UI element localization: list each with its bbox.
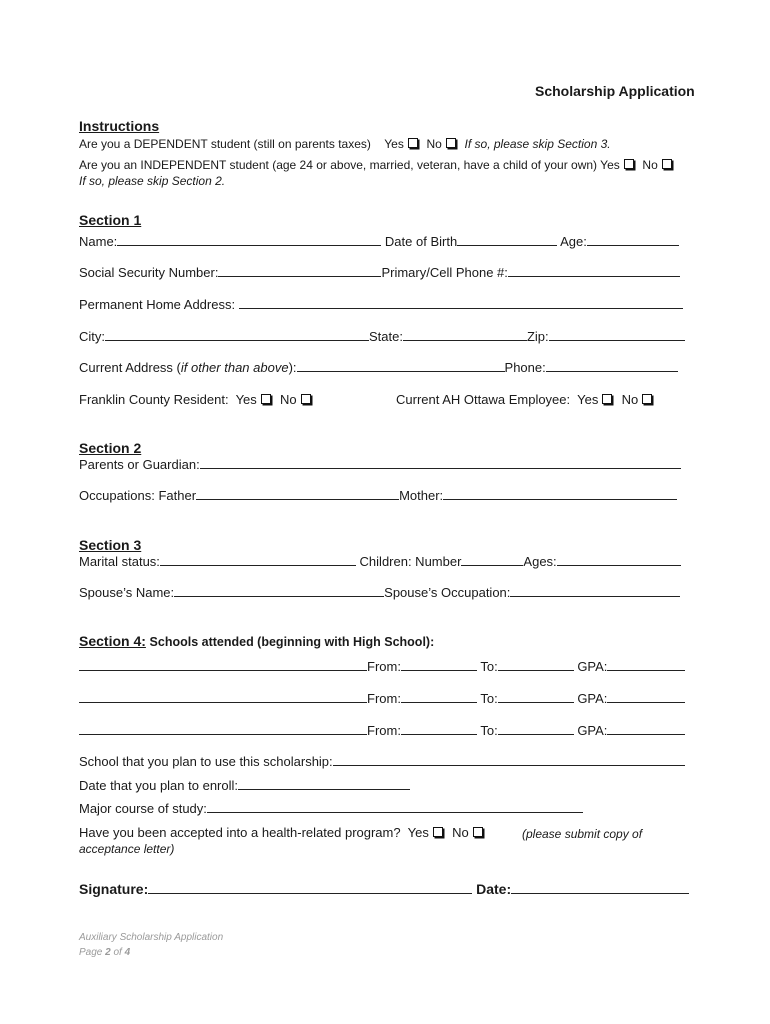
mother-occupation-field[interactable] [443,488,677,500]
employee-label: Current AH Ottawa Employee: [396,392,571,407]
children-label: Children: Number [359,554,462,569]
marital-field[interactable] [160,554,356,566]
footer-title: Auxiliary Scholarship Application [79,932,224,943]
school-gpa-field[interactable] [607,659,685,671]
plan-school-row [79,754,685,770]
footer-page-current: 2 [105,947,111,958]
current-address-label-end: ): [288,360,297,375]
name-label: Name: [79,234,118,249]
age-field[interactable] [587,234,679,246]
current-address-field[interactable] [297,360,505,372]
footer-page-mid: of [110,947,125,958]
ssn-field[interactable] [218,265,381,277]
ssn-row [79,265,680,281]
dob-field[interactable] [457,234,557,246]
dependent-no-label: No [426,137,442,151]
father-occupation-field[interactable] [196,488,399,500]
zip-field[interactable] [549,329,685,341]
signature-label: Signature: [79,881,149,897]
dependent-yes-checkbox[interactable] [408,138,418,148]
school-gpa-field[interactable] [607,723,685,735]
parents-field[interactable] [200,457,681,469]
independent-question [79,157,674,173]
city-label: City: [79,329,105,344]
parents-label: Parents or Guardian: [79,457,200,472]
school-from-field[interactable] [401,691,477,703]
accepted-no-label: No [452,825,469,840]
name-field[interactable] [117,234,381,246]
spouse-name-label: Spouse’s Name: [79,585,175,600]
plan-school-field[interactable] [333,754,685,766]
franklin-no-checkbox[interactable] [301,394,311,404]
school-from-field[interactable] [401,659,477,671]
children-number-field[interactable] [461,554,523,566]
accepted-yes-label: Yes [407,825,429,840]
school-to-field[interactable] [498,723,574,735]
phone2-label: Phone: [504,360,546,375]
signature-field[interactable] [148,881,472,894]
major-field[interactable] [207,801,583,813]
dob-label: Date of Birth [384,234,458,249]
employee-no-checkbox[interactable] [642,394,652,404]
section-4-header [79,633,434,650]
spouse-occupation-field[interactable] [510,585,680,597]
dependent-no-checkbox[interactable] [446,138,456,148]
zip-label: Zip: [526,329,549,344]
section-1-heading: Section 1 [79,212,142,228]
school-gpa-field[interactable] [607,691,685,703]
independent-no-label: No [642,158,658,172]
school-gpa-label: GPA: [577,659,608,674]
franklin-no-label: No [280,392,297,407]
section-4-subheading: Schools attended (beginning with High School): [149,635,435,649]
footer-page-total: 4 [124,947,131,958]
employee-row [396,392,654,408]
current-address-row [79,360,678,376]
employee-yes-label: Yes [577,392,599,407]
current-address-note: if other than above [180,360,289,375]
marital-label: Marital status: [79,554,160,569]
phone-label: Primary/Cell Phone #: [381,265,508,280]
major-row [79,801,583,817]
enroll-date-field[interactable] [238,778,410,790]
school-from-field[interactable] [401,723,477,735]
school-gpa-label: GPA: [577,691,608,706]
independent-text: Are you an INDEPENDENT student (age 24 or above, married, veteran, have a child of your own) [79,158,598,172]
dependent-yes-label: Yes [384,137,404,151]
state-field[interactable] [403,329,527,341]
occupations-row [79,488,677,504]
employee-yes-checkbox[interactable] [602,394,612,404]
instructions-heading: Instructions [79,118,160,134]
enroll-date-label: Date that you plan to enroll: [79,778,238,793]
skip-section-2-note: If so, please skip Section 2. [79,174,226,188]
accepted-note-2: acceptance letter) [79,842,175,856]
school-from-label: From: [367,691,401,706]
independent-yes-label: Yes [600,158,620,172]
dependent-question [79,136,611,152]
franklin-yes-checkbox[interactable] [261,394,271,404]
school-row [79,659,685,675]
age-label: Age: [560,234,587,249]
accepted-yes-checkbox[interactable] [433,827,443,837]
section-3-heading: Section 3 [79,537,142,553]
enroll-date-row [79,778,410,794]
school-to-label: To: [480,691,498,706]
home-address-field[interactable] [239,297,683,309]
accepted-note: (please submit copy of [522,827,643,841]
signature-date-label: Date: [476,881,512,897]
section-4-heading: Section 4: [79,633,146,649]
city-row [79,329,685,345]
accepted-no-checkbox[interactable] [473,827,483,837]
employee-no-label: No [621,392,639,407]
school-to-field[interactable] [498,691,574,703]
plan-school-label: School that you plan to use this scholarship: [79,754,333,769]
ages-label: Ages: [523,554,557,569]
signature-date-field[interactable] [511,881,689,894]
major-label: Major course of study: [79,801,207,816]
school-row [79,723,685,739]
school-from-label: From: [367,659,401,674]
school-from-label: From: [367,723,401,738]
independent-yes-checkbox[interactable] [624,159,634,169]
skip-section-3-note: If so, please skip Section 3. [464,137,611,151]
city-field[interactable] [105,329,369,341]
name-row [79,234,679,250]
home-address-row [79,297,683,313]
franklin-yes-label: Yes [235,392,257,407]
school-to-label: To: [480,723,498,738]
ages-field[interactable] [557,554,681,566]
footer-page [79,947,130,958]
spouse-row [79,585,680,601]
accepted-row [79,825,485,841]
ssn-label: Social Security Number: [79,265,219,280]
spouse-occupation-label: Spouse’s Occupation: [384,585,511,600]
parents-row [79,457,681,473]
phone-field[interactable] [508,265,680,277]
marital-row [79,554,681,570]
page-title: Scholarship Application [535,83,695,99]
state-label: State: [369,329,403,344]
accepted-label: Have you been accepted into a health-related program? [79,825,401,840]
phone2-field[interactable] [546,360,678,372]
mother-occupation-label: Mother: [399,488,444,503]
school-gpa-label: GPA: [577,723,608,738]
school-name-field[interactable] [79,659,367,671]
dependent-text: Are you a DEPENDENT student (still on parents taxes) [79,137,371,151]
father-occupation-label: Occupations: Father [79,488,197,503]
school-name-field[interactable] [79,723,367,735]
spouse-name-field[interactable] [174,585,384,597]
section-2-heading: Section 2 [79,440,142,456]
home-address-label: Permanent Home Address: [79,297,236,312]
school-to-label: To: [480,659,498,674]
signature-row [79,881,689,897]
current-address-label: Current Address ( [79,360,181,375]
footer-page-prefix: Page [79,947,106,958]
school-row [79,691,685,707]
school-to-field[interactable] [498,659,574,671]
franklin-label: Franklin County Resident: [79,392,229,407]
independent-no-checkbox[interactable] [662,159,672,169]
school-name-field[interactable] [79,691,367,703]
franklin-row [79,392,313,408]
